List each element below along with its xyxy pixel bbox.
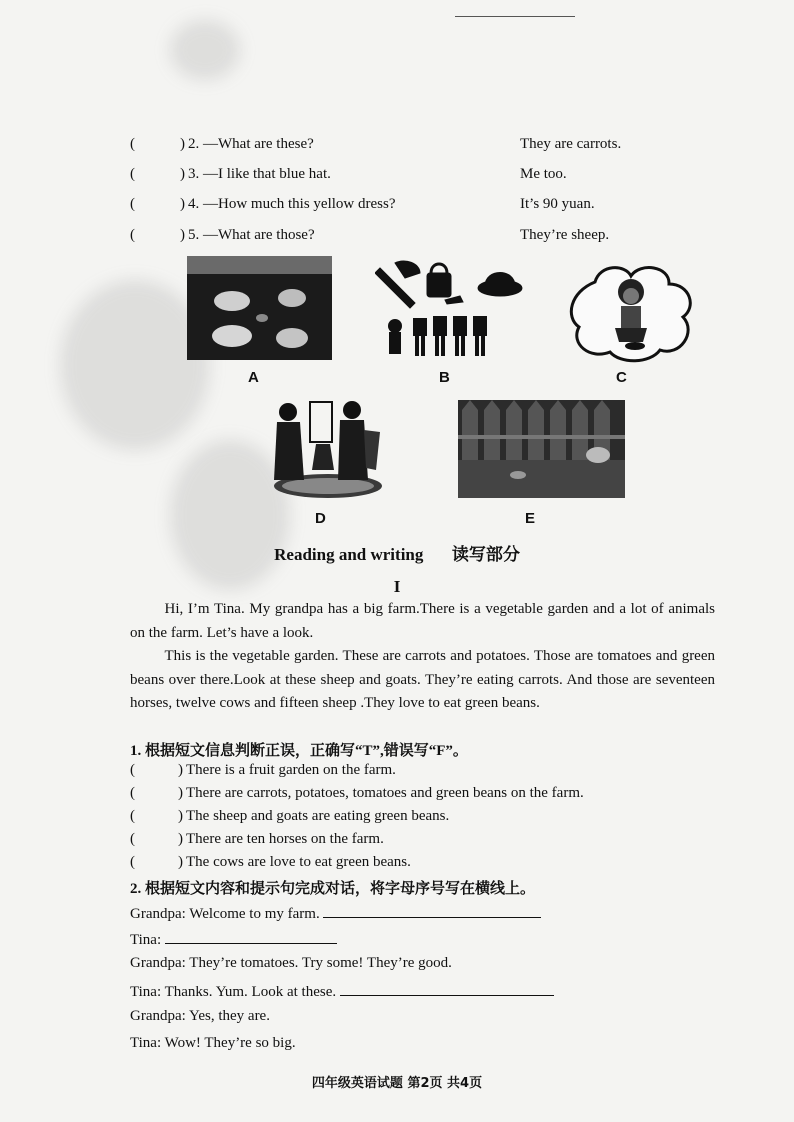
answer-blank[interactable] [165,929,337,944]
passage-paragraph-2: This is the vegetable garden. These are carrots and potatoes. Those are tomatoes and green beans over there.Look at these sheep and goats. They’re eating carrots. And those are seventeen horses, twelve cows and fifteen sheep .They love to eat green beans. [130,648,715,711]
match-row-5: ( ) 5. —What are those? They’re sheep. [130,227,610,243]
tf-statement: There are carrots, potatoes, tomatoes and green beans on the farm. [186,785,584,801]
picture-label-e: E [525,510,536,527]
section-number: I [393,577,401,596]
dialogue-line: Tina: Wow! They’re so big. [130,1035,296,1051]
match-answer: Me too. [520,166,567,182]
match-row-4: ( ) 4. —How much this yellow dress? It’s 90 yuan. [130,196,595,212]
reading-passage [130,598,715,716]
picture-label-a: A [248,369,259,386]
match-row-3: ( ) 3. —I like that blue hat. Me too. [130,166,567,182]
dialogue-line: Tina: Thanks. Yum. Look at these. [130,981,554,1003]
section-title-chinese: 读写部分 [451,545,520,564]
picture-label-b: B [439,369,450,386]
part1-instruction: 1. 根据短文信息判断正误，正确写“T”,错误写“F”。 [130,743,468,759]
tf-statement: There are ten horses on the farm. [186,831,384,847]
match-question: 3. —I like that blue hat. [188,166,331,182]
clothes-picture-icon [375,258,525,363]
dialogue-line: Tina: [130,929,337,951]
section-title-english: Reading and writing [274,545,424,564]
picture-label-d: D [315,510,326,527]
tf-statement: There is a fruit garden on the farm. [186,762,396,778]
dialogue-line: Grandpa: Yes, they are. [130,1008,270,1024]
section-title [0,540,794,565]
match-row-2: ( ) 2. —What are these? They are carrots. [130,136,622,152]
farm-fence-picture-icon [458,400,625,498]
tf-statement: The cows are love to eat green beans. [186,854,411,870]
girl-thinking-picture-icon [565,262,697,364]
shopping-picture-icon [272,400,384,500]
picture-label-c: C [616,369,627,386]
answer-blank[interactable] [323,903,541,918]
match-answer: They are carrots. [520,136,622,152]
tf-statement: The sheep and goats are eating green beans. [186,808,450,824]
dialogue-line: Grandpa: Welcome to my farm. [130,903,541,925]
passage-paragraph-1: Hi, I’m Tina. My grandpa has a big farm.There is a vegetable garden and a lot of animals on the farm. Let’s have a look. [130,601,715,641]
potatoes-picture-icon [187,256,332,360]
dialogue-line: Grandpa: They’re tomatoes. Try some! They’re good. [130,955,452,971]
part2-instruction: 2. 根据短文内容和提示句完成对话，将字母序号写在横线上。 [130,881,536,897]
match-question: 2. —What are these? [188,136,314,152]
match-question: 5. —What are those? [188,227,315,243]
page-footer: 四年级英语试题 第2页 共4页 [311,1076,483,1091]
answer-blank[interactable] [340,981,554,996]
match-answer: They’re sheep. [520,227,610,243]
top-rule [455,16,575,17]
match-question: 4. —How much this yellow dress? [188,196,396,212]
match-answer: It’s 90 yuan. [520,196,595,212]
